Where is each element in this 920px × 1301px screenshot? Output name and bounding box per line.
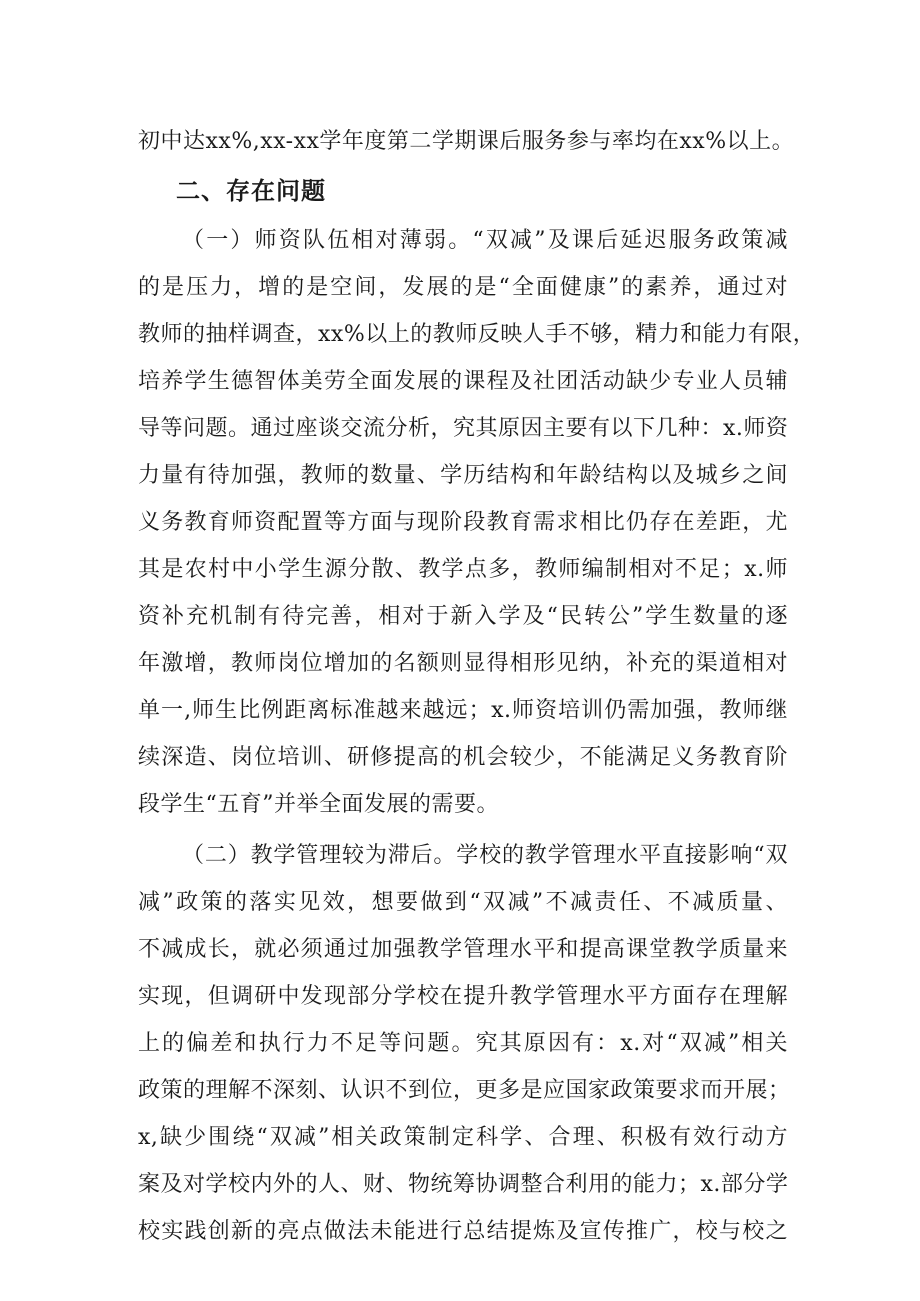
paragraph-line: 导等问题。通过座谈交流分析，究其原因主要有以下几种：x.师资 xyxy=(138,416,789,441)
paragraph-line: （二）教学管理较为滞后。学校的教学管理水平直接影响“双 xyxy=(182,843,788,868)
paragraph-line: 段学生“五育”并举全面发展的需要。 xyxy=(138,792,499,817)
document-page xyxy=(138,118,816,1255)
paragraph-line: 单一,师生比例距离标准越来越远；x.师资培训仍需加强，教师继 xyxy=(138,698,788,723)
paragraph-line: （一）师资队伍相对薄弱。“双减”及课后延迟服务政策减 xyxy=(182,228,788,253)
paragraph-line: 减”政策的落实见效，想要做到“双减”不减责任、不减质量、 xyxy=(138,890,788,915)
paragraph-line: 力量有待加强，教师的数量、学历结构和年龄结构以及城乡之间 xyxy=(138,463,788,488)
intro-line: 初中达xx%,xx-xx学年度第二学期课后服务参与率均在xx%以上。 xyxy=(138,129,795,154)
paragraph-line: 培养学生德智体美劳全面发展的课程及社团活动缺少专业人员辅 xyxy=(138,369,788,394)
paragraph-line: 案及对学校内外的人、财、物统筹协调整合利用的能力；x.部分学 xyxy=(138,1172,789,1197)
paragraph-line: 续深造、岗位培训、研修提高的机会较少，不能满足义务教育阶 xyxy=(138,745,788,770)
paragraph-line: 不减成长，就必须通过加强教学管理水平和提高课堂教学质量来 xyxy=(138,937,788,962)
paragraph-line: 资补充机制有待完善，相对于新入学及“民转公”学生数量的逐 xyxy=(138,604,788,629)
paragraph-line: 上的偏差和执行力不足等问题。究其原因有：x.对“双减”相关 xyxy=(138,1031,788,1056)
paragraph-line: 年激增，教师岗位增加的名额则显得相形见纳，补充的渠道相对 xyxy=(138,651,788,676)
paragraph-line: 政策的理解不深刻、认识不到位，更多是应国家政策要求而开展； xyxy=(138,1078,791,1103)
paragraph-line: x,缺少围绕“双减”相关政策制定科学、合理、积极有效行动方 xyxy=(138,1125,788,1150)
paragraph-teacher-staff xyxy=(138,217,816,828)
paragraph-line: 校实践创新的亮点做法未能进行总结提炼及宣传推广，校与校之 xyxy=(138,1219,788,1244)
paragraph-line: 的是压力，增的是空间，发展的是“全面健康”的素养，通过对 xyxy=(138,275,788,300)
paragraph-teaching-management xyxy=(138,832,791,1255)
paragraph-line: 教师的抽样调查，xx%以上的教师反映人手不够，精力和能力有限， xyxy=(138,322,816,347)
paragraph-line: 义务教育师资配置等方面与现阶段教育需求相比仍存在差距，尤 xyxy=(138,510,788,535)
section-heading: 二、存在问题 xyxy=(176,177,326,205)
paragraph-line: 其是农村中小学生源分散、教学点多，教师编制相对不足；x.师 xyxy=(138,557,788,582)
paragraph-line: 实现，但调研中发现部分学校在提升教学管理水平方面存在理解 xyxy=(138,984,788,1009)
